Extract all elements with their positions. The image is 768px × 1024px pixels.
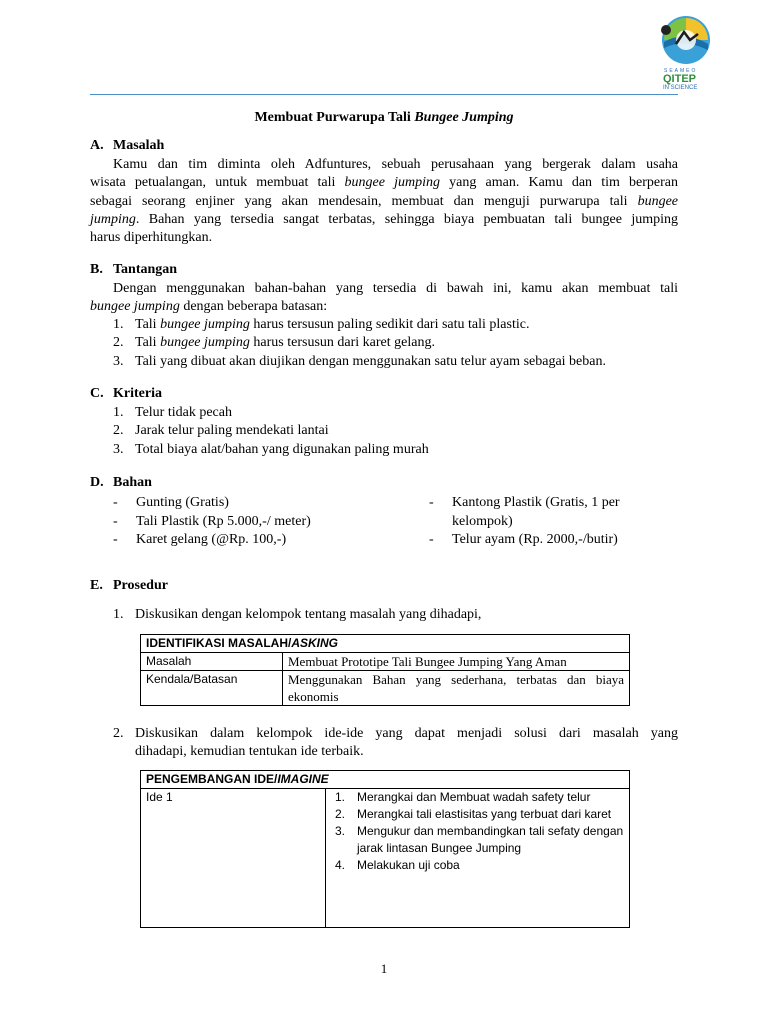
- section-c-list: [113, 404, 429, 459]
- table-cell: Masalah: [141, 653, 283, 671]
- logo-emblem-icon: [654, 10, 714, 70]
- list-item: 2. Merangkai tali elastisitas yang terbuat dari karet: [335, 807, 612, 821]
- section-b-list: [113, 316, 606, 371]
- list-item: 1. Tali bungee jumping harus tersusun paling sedikit dari satu tali plastic.: [113, 317, 530, 332]
- logo-seameo-text: SEAMEO: [664, 68, 698, 74]
- list-item: 3. Mengukur dan membandingkan tali sefaty dengan jarak lintasan Bungee Jumping: [335, 824, 624, 855]
- table-cell: Menggunakan Bahan yang sederhana, terbatas dan biaya ekonomis: [283, 671, 630, 706]
- section-b-heading: B. Tantangan: [90, 262, 178, 277]
- list-item: - Gunting (Gratis): [113, 495, 229, 510]
- list-item: - Kantong Plastik (Gratis, 1 per: [429, 495, 620, 510]
- table-row: [141, 789, 630, 928]
- list-item: - Tali Plastik (Rp 5.000,-/ meter): [113, 513, 311, 529]
- list-item: 2. Tali bungee jumping harus tersusun dari karet gelang.: [113, 335, 435, 351]
- section-c-heading: C. Kriteria: [90, 386, 162, 401]
- materials-left-list: [113, 494, 311, 550]
- list-item: 3. Total biaya alat/bahan yang digunakan paling murah: [113, 441, 429, 457]
- procedure-step-1: 1. Diskusikan dengan kelompok tentang masalah yang dihadapi,: [113, 607, 482, 622]
- header-divider: [90, 94, 678, 95]
- table-pengembangan-ide: [140, 770, 630, 928]
- logo-qitep-text: QITEP: [663, 73, 697, 85]
- list-item: 1. Merangkai dan Membuat wadah safety telur: [335, 790, 591, 804]
- table-row: [141, 671, 630, 706]
- table-row: [141, 653, 630, 671]
- section-e-heading: E. Prosedur: [90, 578, 168, 593]
- page-number: 1: [380, 961, 388, 976]
- procedure-step-2: 2. Diskusikan dalam kelompok ide-ide yang dapat menjadi solusi dari masalah yang dihadapi, kemudian tentukan ide terbaik.: [113, 726, 678, 760]
- materials-right-list: [429, 494, 620, 550]
- list-item: 4. Melakukan uji coba: [335, 858, 460, 872]
- section-b-intro: Dengan menggunakan bahan-bahan yang tersedia di bawah ini, kamu akan membuat tali bungee jumping dengan beberapa batasan:: [90, 281, 678, 315]
- table-identifikasi-masalah: [140, 634, 630, 706]
- list-item: - Telur ayam (Rp. 2000,-/butir): [429, 532, 618, 547]
- table2-header: PENGEMBANGAN IDE/IMAGINE: [141, 771, 630, 789]
- table1-header: IDENTIFIKASI MASALAH/ASKING: [141, 635, 630, 653]
- list-item: 2. Jarak telur paling mendekati lantai: [113, 423, 329, 439]
- section-a-heading: A. Masalah: [90, 138, 165, 153]
- table-cell: Ide 1: [141, 789, 326, 928]
- list-item: - Karet gelang (@Rp. 100,-): [113, 532, 287, 547]
- list-item: 1. Telur tidak pecah: [113, 405, 232, 420]
- table-cell: Kendala/Batasan: [141, 671, 283, 706]
- table-cell: Membuat Prototipe Tali Bungee Jumping Yang Aman: [283, 653, 630, 671]
- list-item-continuation: kelompok): [452, 513, 513, 529]
- section-a-paragraph: Kamu dan tim diminta oleh Adfuntures, sebuah perusahaan yang bergerak dalam usaha wisata petualangan, untuk membuat tali bungee jumping yang aman. Kamu dan tim berperan sebagai seorang enjiner yang akan mendesain, membuat dan menguji purwarupa tali bungee jumping. Bahan yang tersedia sangat terbatas, sehingga biaya pembuatan tali bungee jumping harus diperhitungkan.: [90, 157, 678, 246]
- seameo-qitep-logo: [654, 10, 714, 92]
- ideas-cell: [326, 789, 630, 928]
- logo-science-text: IN SCIENCE: [663, 85, 698, 91]
- section-d-heading: D. Bahan: [90, 475, 152, 490]
- document-title: Membuat Purwarupa Tali Bungee Jumping: [254, 110, 514, 125]
- list-item: 3. Tali yang dibuat akan diujikan dengan menggunakan satu telur ayam sebagai beban.: [113, 353, 606, 369]
